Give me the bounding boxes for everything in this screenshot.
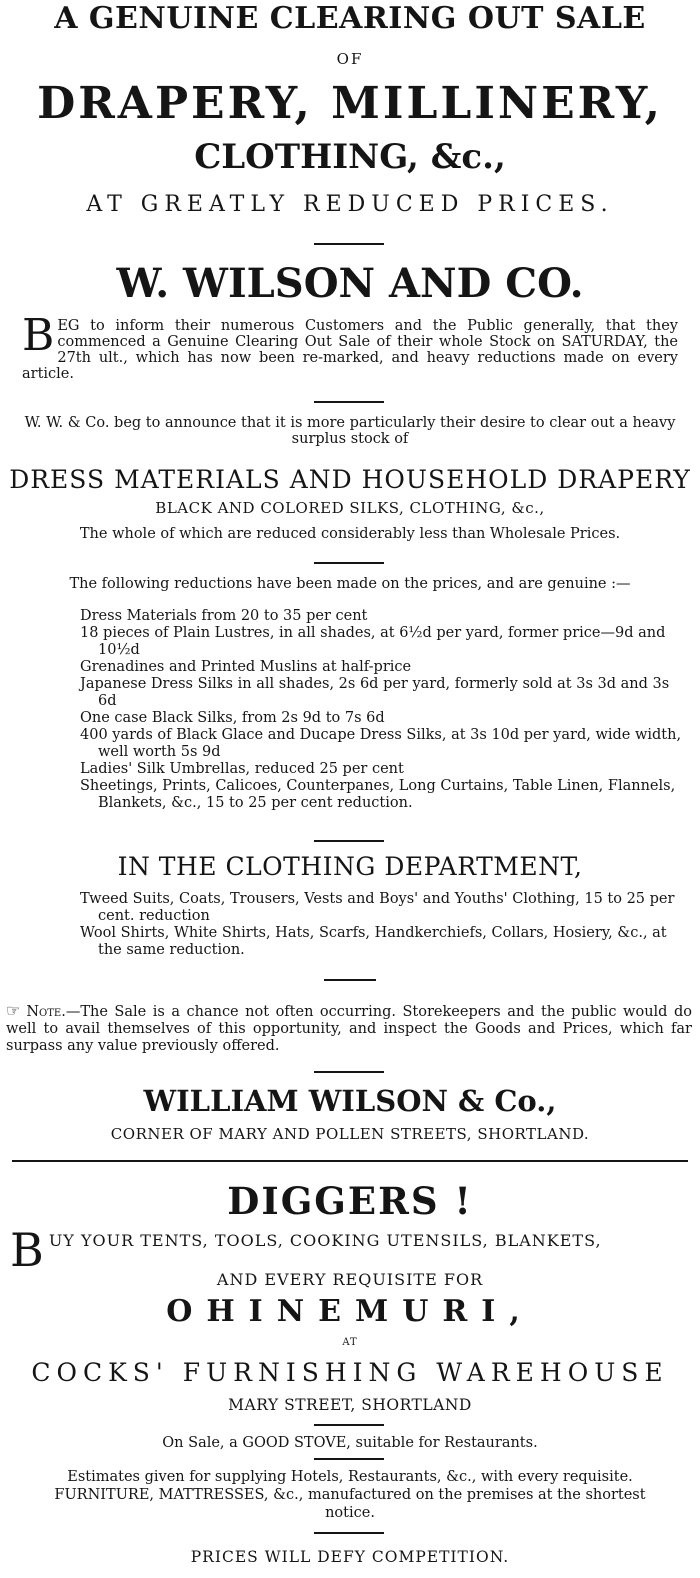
address: CORNER OF MARY AND POLLEN STREETS, SHORTLAND. — [110, 1125, 590, 1143]
announce-text: W. W. & Co. beg to announce that it is more particularly their desire to clear out a heavy surplus stock of — [24, 415, 676, 447]
drop-cap: B — [10, 1223, 45, 1277]
wholesale-line: The whole of which are reduced considerably less than Wholesale Prices. — [79, 526, 621, 542]
buy-line — [10, 1223, 695, 1277]
estimates-line: Estimates given for supplying Hotels, Restaurants, &c., with every requisite. — [67, 1469, 633, 1485]
divider — [314, 1071, 384, 1073]
furniture-line: FURNITURE, MATTRESSES, &c., manufactured on the premises at the shortest — [54, 1487, 646, 1503]
divider — [324, 979, 376, 981]
note-label: Note. — [26, 1004, 66, 1020]
list-item: Ladies' Silk Umbrellas, reduced 25 per cent — [80, 761, 404, 777]
list-item: Tweed Suits, Coats, Trousers, Vests and Boys' and Youths' Clothing, 15 to 25 per cent. reduction — [80, 891, 675, 924]
intro-text: EG to inform their numerous Customers and the Public generally, that they commenced a Genuine Clearing Out Sale of their whole Stock on SATURDAY, the 27th ult., which has now been re-marked, and heavy reductions made on every article. — [22, 318, 678, 382]
note-text: —The Sale is a chance not often occurring. Storekeepers and the public would do well to avail themselves of this opportunity, and inspect the Goods and Prices, which far surpass any value previously offered. — [6, 1004, 692, 1054]
notice-line: notice. — [325, 1505, 375, 1521]
list-item: Japanese Dress Silks in all shades, 2s 6d per yard, formerly sold at 3s 3d and 3s 6d — [80, 676, 670, 709]
of-line: OF — [336, 50, 364, 68]
reductions-list — [80, 608, 692, 812]
reduced-prices-line: AT GREATLY REDUCED PRICES. — [86, 192, 614, 217]
list-item: 18 pieces of Plain Lustres, in all shades, at 6½d per yard, former price—9d and 10½d — [80, 625, 666, 658]
drop-cap: B — [22, 310, 55, 361]
dress-materials-heading: DRESS MATERIALS AND HOUSEHOLD DRAPERY — [9, 465, 691, 494]
intro-paragraph — [22, 310, 678, 382]
list-item: 400 yards of Black Glace and Ducape Dress Silks, at 3s 10d per yard, wide width, well worth 5s 9d — [80, 727, 682, 760]
competition-line: PRICES WILL DEFY COMPETITION. — [190, 1548, 510, 1566]
divider — [314, 243, 384, 245]
requisite-line: AND EVERY REQUISITE FOR — [216, 1270, 484, 1289]
divider — [314, 840, 384, 842]
clothing-heading: CLOTHING, &c., — [194, 137, 506, 177]
list-item: Grenadines and Printed Muslins at half-price — [80, 659, 412, 675]
note-paragraph — [6, 1002, 692, 1055]
list-item: One case Black Silks, from 2s 9d to 7s 6d — [80, 710, 385, 726]
buy-text: UY YOUR TENTS, TOOLS, COOKING UTENSILS, BLANKETS, — [48, 1231, 602, 1250]
divider — [314, 1458, 384, 1460]
divider — [314, 562, 384, 564]
sale-headline: A GENUINE CLEARING OUT SALE — [54, 1, 646, 36]
divider — [314, 1532, 384, 1534]
section-rule — [12, 1160, 688, 1162]
clothing-list — [80, 891, 692, 959]
firm-name: W. WILSON AND CO. — [116, 260, 584, 307]
diggers-headline: DIGGERS ! — [227, 1179, 473, 1223]
divider — [314, 1424, 384, 1426]
warehouse-heading: COCKS' FURNISHING WAREHOUSE — [31, 1358, 669, 1387]
signature: WILLIAM WILSON & Co., — [143, 1084, 557, 1118]
divider — [314, 401, 384, 403]
stove-line: On Sale, a GOOD STOVE, suitable for Restaurants. — [162, 1435, 538, 1451]
reductions-intro: The following reductions have been made on the prices, and are genuine :— — [69, 576, 631, 592]
at-line: AT — [342, 1337, 358, 1348]
place-heading: OHINEMURI, — [166, 1294, 534, 1329]
street-line: MARY STREET, SHORTLAND — [228, 1396, 472, 1414]
drapery-heading: DRAPERY, MILLINERY, — [37, 78, 663, 129]
pointing-hand-icon: ☞ — [6, 1001, 21, 1020]
clothing-department-heading: IN THE CLOTHING DEPARTMENT, — [117, 852, 583, 881]
silks-heading: BLACK AND COLORED SILKS, CLOTHING, &c., — [155, 499, 545, 517]
list-item: Sheetings, Prints, Calicoes, Counterpanes, Long Curtains, Table Linen, Flannels, Blankets, &c., 15 to 25 per cent reduction. — [80, 778, 676, 811]
list-item: Wool Shirts, White Shirts, Hats, Scarfs, Handkerchiefs, Collars, Hosiery, &c., at the same reduction. — [80, 925, 667, 958]
list-item: Dress Materials from 20 to 35 per cent — [80, 608, 368, 624]
